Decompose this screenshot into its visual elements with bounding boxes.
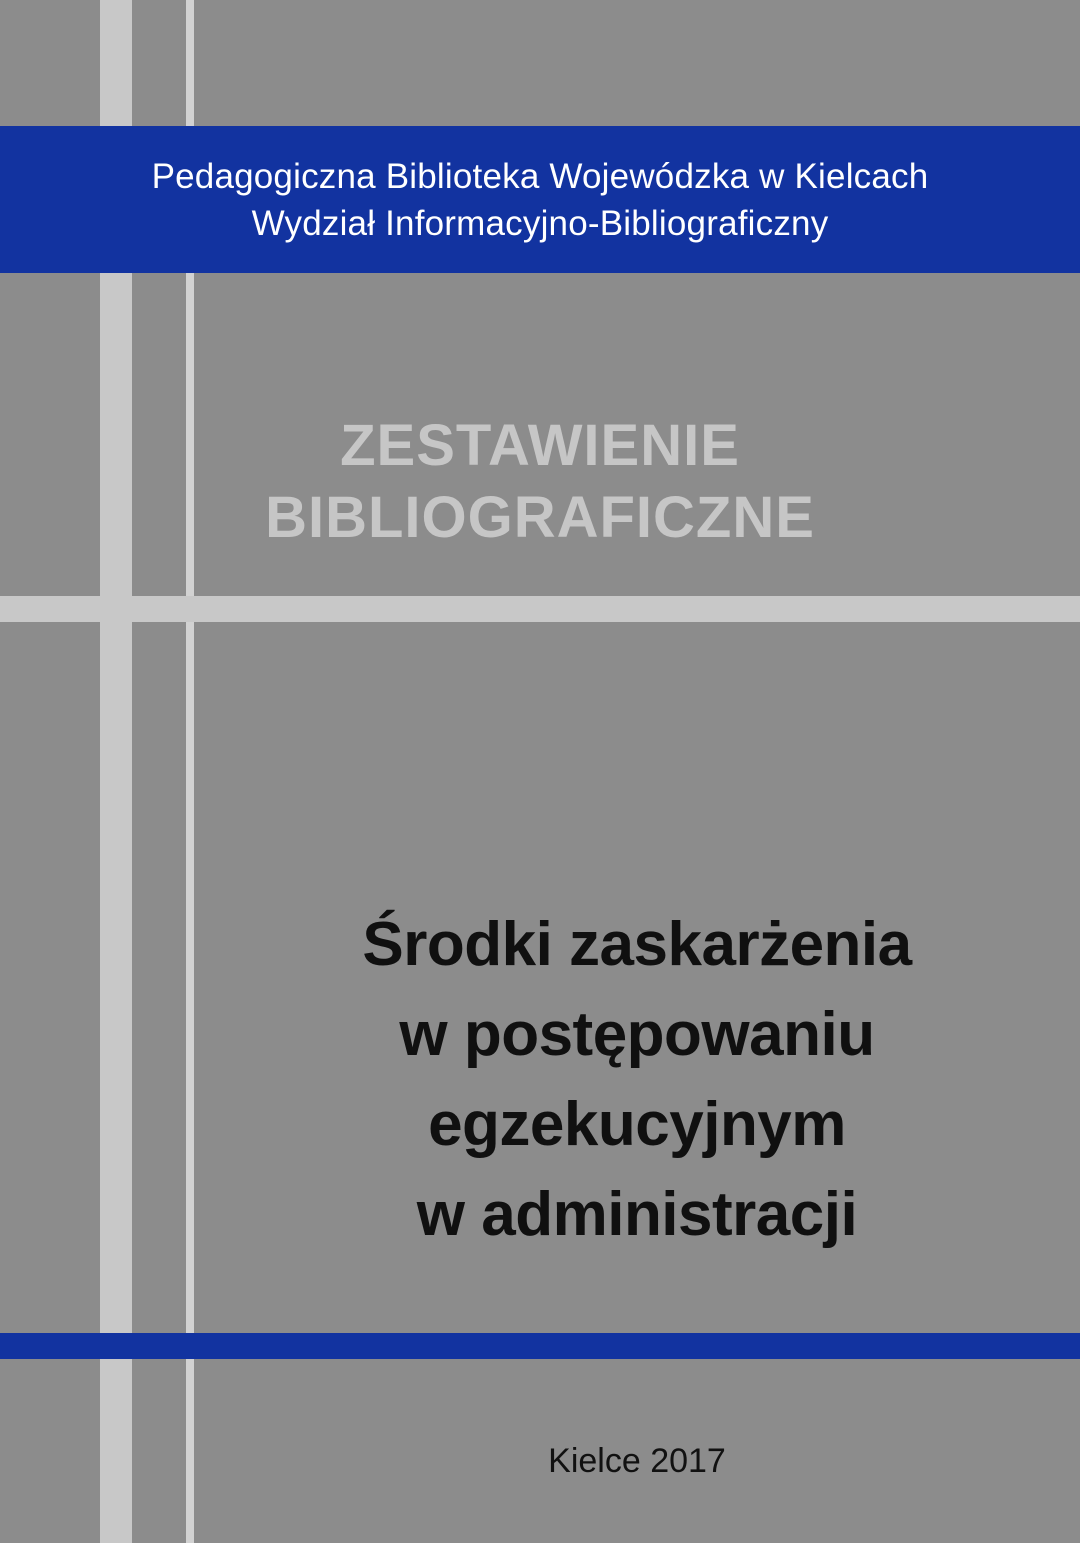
imprint-text: Kielce 2017 (548, 1442, 726, 1480)
series-title (0, 410, 1080, 554)
page-title-line-3: egzekucyjnym (428, 1090, 846, 1159)
bottom-accent-band (0, 1333, 1080, 1359)
page-title-line-1: Środki zaskarżenia (362, 910, 912, 979)
institution-line-1: Pedagogiczna Biblioteka Wojewódzka w Kielcach (151, 156, 929, 196)
decorative-horizontal-stripe (0, 596, 1080, 622)
series-title-line-1: ZESTAWIENIE (340, 413, 740, 478)
institution-line-2: Wydział Informacyjno-Bibliograficzny (251, 203, 829, 243)
institution-banner (0, 126, 1080, 273)
page-title-line-2: w postępowaniu (399, 1000, 875, 1069)
page-title (194, 900, 1080, 1260)
series-title-line-2: BIBLIOGRAFICZNE (265, 485, 815, 550)
page-title-line-4: w administracji (416, 1180, 858, 1249)
